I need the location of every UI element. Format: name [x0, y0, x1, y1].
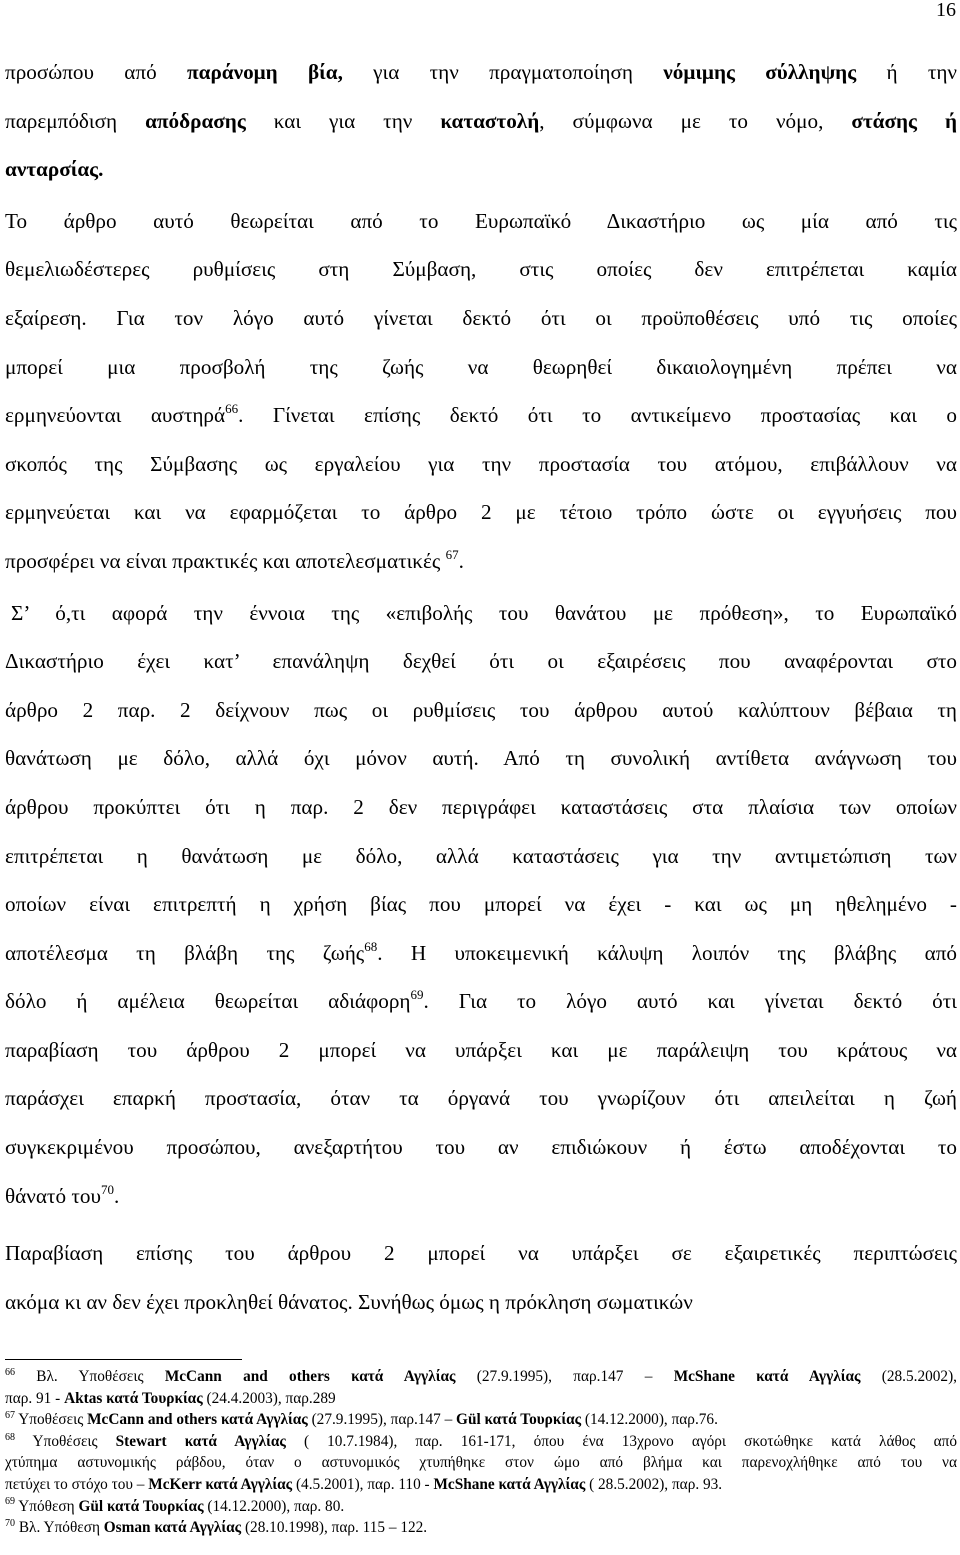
text-line [5, 1278, 957, 1327]
text-run: Δικαστήριο έχει κατ’ επανάληψη δεχθεί ότι οι εξαιρέσεις που αναφέρονται στο [5, 649, 957, 674]
text-run: ακόμα κι αν δεν έχει προκληθεί θάνατος. Συνήθως όμως η πρόκληση σωματικών [5, 1289, 693, 1314]
text-run: συγκεκριμένου προσώπου, ανεξαρτήτου του αν επιδιώκουν ή έστω αποδέχονται το [5, 1135, 957, 1160]
bold-text: καταστολή [440, 108, 540, 133]
text-run: σκοπός της Σύμβασης ως εργαλείου για την προστασία του ατόμου, επιβάλλουν να [5, 451, 957, 476]
text-line [5, 294, 957, 343]
text-run: . [113, 1183, 120, 1208]
text-run: Υποθέσεις [15, 1432, 116, 1450]
text-run: Υποθέσεις [15, 1411, 88, 1429]
text-run: Βλ. Υποθέσεις [15, 1368, 165, 1385]
bold-text: McCann and others κατά Αγγλίας [164, 1368, 456, 1385]
text-run: παραβίαση του άρθρου 2 μπορεί να υπάρξει και με παράλειψη του κράτους να [5, 1037, 957, 1062]
text-run: (24.4.2003), παρ.289 [202, 1389, 336, 1407]
text-line [5, 832, 957, 881]
bold-text: McShane κατά Αγγλίας [673, 1368, 861, 1385]
text-line [5, 1229, 957, 1278]
bold-text: ανταρσίας. [5, 157, 104, 182]
text-run: θεμελιωδέστερες ρυθμίσεις στη Σύμβαση, στις οποίες δεν επιτρέπεται καμία [5, 257, 957, 282]
text-run: και για την [245, 108, 441, 133]
bold-text: Osman κατά Αγγλίας [103, 1519, 242, 1537]
bold-text: McShane κατά Αγγλίας [433, 1475, 586, 1493]
text-line [5, 637, 957, 686]
text-run: δόλο ή αμέλεια θεωρείται αδιάφορη [5, 989, 411, 1014]
text-line [5, 929, 957, 978]
text-run: παρ. 91 - [5, 1389, 65, 1407]
footnote-ref: 69 [5, 1496, 15, 1508]
text-run: ερμηνεύονται αυστηρά [5, 403, 226, 428]
text-run: Το άρθρο αυτό θεωρείται από το Ευρωπαϊκό Δικαστήριο ως μία από τις [5, 208, 957, 233]
text-line [5, 686, 957, 735]
text-run: πετύχει το στόχο του – [5, 1475, 149, 1493]
page-number: 16 [936, 0, 956, 21]
bold-text: Gül κατά Τουρκίας [78, 1497, 204, 1515]
text-run: (28.5.2002), [860, 1368, 957, 1385]
bold-text: παράνομη βία, [187, 60, 343, 84]
text-run: αποτέλεσμα τη βλάβη της ζωής [5, 940, 365, 965]
text-run: άρθρο 2 παρ. 2 δείχνουν πως οι ρυθμίσεις του άρθρου αυτού καλύπτουν βέβαια τη [5, 697, 957, 722]
text-line [5, 1172, 957, 1221]
text-run: ( 28.5.2002), παρ. 93. [585, 1475, 723, 1493]
footnote-line [5, 1452, 957, 1474]
text-run: Σ’ ό,τι αφορά την έννοια της «επιβολής του θανάτου με πρόθεση», το Ευρωπαϊκό [11, 600, 957, 625]
bold-text: McKerr κατά Αγγλίας [148, 1475, 293, 1493]
footnote-ref: 68 [5, 1431, 15, 1443]
text-line [5, 589, 957, 638]
text-run: (4.5.2001), παρ. 110 - [292, 1475, 434, 1493]
text-run: (28.10.1998), παρ. 115 – 122. [241, 1519, 428, 1537]
text-run: (27.9.1995), παρ.147 – [307, 1411, 457, 1429]
text-run: . Για το λόγο αυτό και γίνεται δεκτό ότι [423, 989, 957, 1014]
main-text [5, 48, 957, 1326]
footnote-ref: 67 [5, 1410, 15, 1422]
bold-text: Aktas κατά Τουρκίας [64, 1389, 203, 1407]
text-run: Παραβίαση επίσης του άρθρου 2 μπορεί να υπάρξει σε εξαιρετικές περιπτώσεις [5, 1241, 957, 1266]
footnote-line [5, 1517, 957, 1539]
text-run: Βλ. Υπόθεση [15, 1519, 104, 1537]
text-line [5, 48, 957, 97]
text-line [5, 391, 957, 440]
bold-text: Gül κατά Τουρκίας [456, 1411, 582, 1429]
text-run: (14.12.2000), παρ.76. [581, 1411, 718, 1429]
text-line [5, 783, 957, 832]
text-line [5, 97, 957, 146]
text-run: . Γίνεται επίσης δεκτό ότι το αντικείμενο προστασίας και ο [238, 403, 957, 428]
text-run: μπορεί μια προσβολή της ζωής να θεωρηθεί δικαιολογημένη πρέπει να [5, 354, 957, 379]
text-run: . Η υποκειμενική κάλυψη λοιπόν της βλάβης από [377, 940, 957, 965]
text-line [5, 245, 957, 294]
text-line [5, 440, 957, 489]
footnote-ref: 70 [5, 1518, 15, 1530]
text-run: άρθρου προκύπτει ότι η παρ. 2 δεν περιγράφει καταστάσεις στα πλαίσια των οποίων [5, 794, 957, 819]
text-run: ερμηνεύεται και να εφαρμόζεται το άρθρο 2 με τέτοιο τρόπο ώστε οι εγγυήσεις που [5, 500, 957, 525]
bold-text: Stewart κατά Αγγλίας [115, 1432, 286, 1450]
text-line [5, 197, 957, 246]
footnote-line [5, 1388, 957, 1410]
text-line [5, 1123, 957, 1172]
footnote-ref: 66 [225, 401, 239, 417]
text-line [5, 1026, 957, 1075]
text-line [5, 1074, 957, 1123]
text-run: χτύπημα αστυνομικής ράβδου, όταν ο αστυνομικός χτυπήθηκε στον ώμο από βλήμα και παρενοχλήθηκε από του να [5, 1454, 957, 1472]
text-run: θανάτωση με δόλο, αλλά όχι μόνον αυτή. Από τη συνολική αντίθετα ανάγνωση του [5, 746, 957, 771]
bold-text: McCann and others κατά Αγγλίας [87, 1411, 308, 1429]
text-run: . [458, 548, 464, 573]
text-run: ( 10.7.1984), παρ. 161-171, όπου ένα 13χρονο αγόρι σκοτώθηκε κατά λάθος από [285, 1432, 957, 1450]
footnote-separator [5, 1359, 242, 1360]
footnote-ref: 66 [5, 1366, 15, 1378]
bold-text: στάσης ή [851, 108, 957, 133]
text-run: (14.12.2000), παρ. 80. [203, 1497, 345, 1515]
text-line [5, 145, 957, 194]
footnote-line [5, 1431, 957, 1453]
text-line [5, 537, 957, 586]
text-run: προσφέρει να είναι πρακτικές και αποτελεσματικές [5, 548, 446, 573]
text-run: προσώπου από [5, 60, 188, 84]
text-line [5, 977, 957, 1026]
text-run: οποίων είναι επιτρεπτή η χρήση βίας που μπορεί να έχει - και ως μη ηθελημένο - [5, 892, 957, 917]
footnote-ref: 67 [445, 546, 459, 562]
text-run: παρεμπόδιση [5, 108, 146, 133]
text-run: παράσχει επαρκή προστασία, όταν τα όργανά του γνωρίζουν ότι απειλείται η ζωή [5, 1086, 957, 1111]
text-run: Υπόθεση [15, 1497, 79, 1515]
footnote-ref: 68 [364, 938, 378, 954]
text-line [5, 488, 957, 537]
text-run: θάνατό του [5, 1183, 101, 1208]
text-run: εξαίρεση. Για τον λόγο αυτό γίνεται δεκτό ότι οι προϋποθέσεις υπό τις οποίες [5, 305, 957, 330]
text-line [5, 734, 957, 783]
text-run: επιτρέπεται η θανάτωση με δόλο, αλλά καταστάσεις για την αντιμετώπιση των [5, 843, 957, 868]
text-run: ή την [856, 60, 957, 84]
footnote-ref: 69 [410, 987, 424, 1003]
text-run: , σύμφωνα με το νόμο, [539, 108, 852, 133]
text-run: για την πραγματοποίηση [342, 60, 664, 84]
bold-text: απόδρασης [145, 108, 246, 133]
footnote-line [5, 1409, 957, 1431]
text-line [5, 880, 957, 929]
footnote-ref: 70 [100, 1181, 114, 1197]
footnote-line [5, 1366, 957, 1388]
bold-text: νόμιμης σύλληψης [663, 60, 857, 84]
footnote-line [5, 1496, 957, 1518]
text-run: (27.9.1995), παρ.147 – [455, 1368, 674, 1385]
text-line [5, 343, 957, 392]
footnotes [5, 1366, 957, 1539]
footnote-line [5, 1474, 957, 1496]
